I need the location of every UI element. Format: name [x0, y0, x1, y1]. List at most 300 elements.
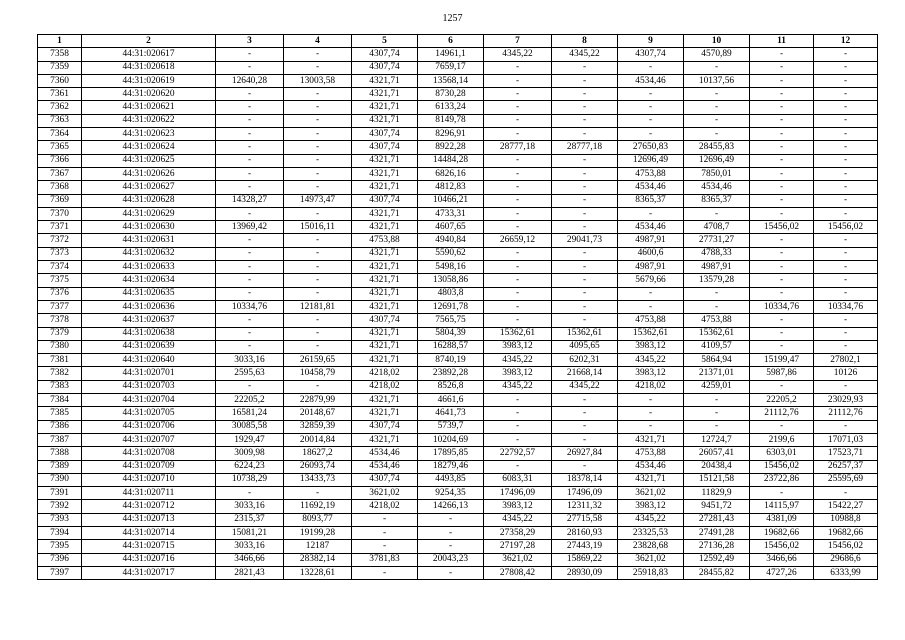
table-cell: 4307,74: [352, 141, 418, 154]
table-cell: -: [216, 274, 284, 287]
table-cell: 4345,22: [618, 354, 684, 367]
table-cell: 5498,16: [418, 261, 484, 274]
table-cell: 44:31:020627: [82, 181, 216, 194]
table-cell: -: [216, 380, 284, 393]
table-cell: 29041,73: [552, 234, 618, 247]
table-cell: 4661,6: [418, 394, 484, 407]
table-cell: -: [352, 513, 418, 526]
table-cell: -: [216, 61, 284, 74]
table-cell: 4534,46: [684, 181, 750, 194]
table-cell: -: [216, 247, 284, 260]
table-cell: 7369: [38, 194, 82, 207]
table-cell: 44:31:020628: [82, 194, 216, 207]
table-cell: -: [618, 88, 684, 101]
table-cell: -: [216, 314, 284, 327]
table-cell: 4321,71: [352, 154, 418, 167]
table-cell: 21668,14: [552, 367, 618, 380]
table-cell: 4727,26: [750, 566, 814, 579]
table-cell: 4345,22: [484, 380, 552, 393]
table-cell: 26057,41: [684, 447, 750, 460]
table-cell: 18378,14: [552, 473, 618, 486]
table-cell: -: [552, 261, 618, 274]
table-cell: 21112,76: [814, 407, 878, 420]
table-cell: 44:31:020630: [82, 221, 216, 234]
table-cell: 44:31:020625: [82, 154, 216, 167]
table-cell: -: [352, 566, 418, 579]
table-cell: -: [552, 154, 618, 167]
table-cell: 3983,12: [484, 367, 552, 380]
table-cell: 4987,91: [618, 261, 684, 274]
table-row: [38, 167, 878, 180]
table-cell: -: [284, 487, 352, 500]
table-cell: 10988,8: [814, 513, 878, 526]
table-cell: -: [552, 460, 618, 473]
table-cell: 44:31:020622: [82, 114, 216, 127]
table-cell: -: [750, 261, 814, 274]
table-cell: 4345,22: [552, 48, 618, 61]
table-cell: -: [814, 234, 878, 247]
table-cell: -: [552, 300, 618, 313]
table-row: [38, 526, 878, 539]
table-cell: -: [484, 61, 552, 74]
table-cell: 3033,16: [216, 540, 284, 553]
table-cell: 13228,61: [284, 566, 352, 579]
table-cell: 4753,88: [618, 447, 684, 460]
table-cell: 44:31:020703: [82, 380, 216, 393]
table-cell: 44:31:020701: [82, 367, 216, 380]
table-cell: 10334,76: [814, 300, 878, 313]
table-cell: 7565,75: [418, 314, 484, 327]
table-cell: -: [814, 327, 878, 340]
table-cell: 4534,46: [618, 74, 684, 87]
table-cell: 4381,09: [750, 513, 814, 526]
table-cell: 12696,49: [684, 154, 750, 167]
table-cell: -: [216, 327, 284, 340]
table-row: [38, 207, 878, 220]
table-cell: -: [216, 88, 284, 101]
column-header: 1: [38, 35, 82, 48]
table-cell: 10738,29: [216, 473, 284, 486]
table-cell: 44:31:020711: [82, 487, 216, 500]
table-cell: 4812,83: [418, 181, 484, 194]
table-cell: -: [216, 114, 284, 127]
table-cell: 4940,84: [418, 234, 484, 247]
table-cell: 4307,74: [352, 128, 418, 141]
table-cell: 27715,58: [552, 513, 618, 526]
table-cell: 7386: [38, 420, 82, 433]
table-cell: -: [216, 101, 284, 114]
table-cell: -: [284, 261, 352, 274]
table-cell: -: [484, 287, 552, 300]
data-table: [37, 34, 878, 580]
table-cell: 6224,23: [216, 460, 284, 473]
table-cell: -: [618, 287, 684, 300]
table-cell: -: [484, 394, 552, 407]
table-cell: 4345,22: [618, 513, 684, 526]
column-header: 8: [552, 35, 618, 48]
table-cell: -: [618, 394, 684, 407]
table-cell: 27281,43: [684, 513, 750, 526]
table-cell: 4321,71: [352, 101, 418, 114]
table-cell: 26659,12: [484, 234, 552, 247]
table-cell: 3621,02: [618, 487, 684, 500]
table-cell: -: [814, 207, 878, 220]
table-row: [38, 433, 878, 446]
table-cell: 44:31:020713: [82, 513, 216, 526]
table-cell: 44:31:020634: [82, 274, 216, 287]
table-cell: 8740,19: [418, 354, 484, 367]
table-row: [38, 327, 878, 340]
table-cell: -: [552, 181, 618, 194]
table-cell: 7373: [38, 247, 82, 260]
table-cell: 15456,02: [750, 221, 814, 234]
table-cell: -: [484, 261, 552, 274]
table-cell: -: [750, 74, 814, 87]
table-cell: 27136,28: [684, 540, 750, 553]
table-cell: 7396: [38, 553, 82, 566]
table-cell: 28777,18: [552, 141, 618, 154]
table-cell: 7394: [38, 526, 82, 539]
table-cell: -: [216, 48, 284, 61]
table-cell: 4345,22: [484, 354, 552, 367]
table-cell: 17496,09: [552, 487, 618, 500]
table-cell: 4600,6: [618, 247, 684, 260]
table-cell: 44:31:020624: [82, 141, 216, 154]
table-cell: 7397: [38, 566, 82, 579]
table-cell: 7362: [38, 101, 82, 114]
table-cell: 4321,71: [352, 221, 418, 234]
table-cell: -: [814, 274, 878, 287]
table-cell: -: [814, 154, 878, 167]
table-cell: -: [284, 314, 352, 327]
table-cell: 15362,61: [618, 327, 684, 340]
table-cell: 2199,6: [750, 433, 814, 446]
table-cell: 6133,24: [418, 101, 484, 114]
table-cell: 28777,18: [484, 141, 552, 154]
table-cell: 3983,12: [618, 500, 684, 513]
table-cell: 32859,39: [284, 420, 352, 433]
table-cell: 22879,99: [284, 394, 352, 407]
table-cell: 4570,89: [684, 48, 750, 61]
table-cell: -: [814, 101, 878, 114]
table-cell: 44:31:020639: [82, 340, 216, 353]
table-cell: -: [418, 513, 484, 526]
table-cell: 4534,46: [352, 447, 418, 460]
table-cell: 15456,02: [750, 540, 814, 553]
table-cell: -: [284, 274, 352, 287]
table-row: [38, 221, 878, 234]
table-cell: -: [750, 141, 814, 154]
column-header: 2: [82, 35, 216, 48]
table-cell: -: [484, 114, 552, 127]
table-cell: 44:31:020617: [82, 48, 216, 61]
table-cell: 11829,9: [684, 487, 750, 500]
table-cell: 15362,61: [552, 327, 618, 340]
table-cell: 4259,01: [684, 380, 750, 393]
table-row: [38, 274, 878, 287]
table-cell: 7388: [38, 447, 82, 460]
table-cell: -: [216, 167, 284, 180]
table-cell: 3621,02: [484, 553, 552, 566]
table-cell: -: [684, 287, 750, 300]
table-cell: 7365: [38, 141, 82, 154]
table-row: [38, 513, 878, 526]
table-cell: -: [216, 128, 284, 141]
table-cell: 7374: [38, 261, 82, 274]
table-cell: 4708,7: [684, 221, 750, 234]
table-cell: 29686,6: [814, 553, 878, 566]
table-cell: -: [484, 194, 552, 207]
table-cell: 7370: [38, 207, 82, 220]
table-cell: -: [618, 407, 684, 420]
table-row: [38, 460, 878, 473]
table-cell: 13969,42: [216, 221, 284, 234]
table-row: [38, 566, 878, 579]
table-cell: 4493,85: [418, 473, 484, 486]
table-cell: 15362,61: [484, 327, 552, 340]
table-cell: -: [684, 114, 750, 127]
column-header: 12: [814, 35, 878, 48]
table-cell: -: [814, 128, 878, 141]
table-cell: 2315,37: [216, 513, 284, 526]
table-cell: 7378: [38, 314, 82, 327]
table-cell: 3983,12: [484, 340, 552, 353]
table-cell: 4307,74: [352, 48, 418, 61]
table-cell: 8365,37: [684, 194, 750, 207]
table-cell: 4321,71: [352, 74, 418, 87]
table-cell: 44:31:020717: [82, 566, 216, 579]
table-cell: -: [750, 128, 814, 141]
table-cell: -: [216, 207, 284, 220]
table-cell: 7384: [38, 394, 82, 407]
table-cell: 4321,71: [352, 247, 418, 260]
table-cell: 12311,32: [552, 500, 618, 513]
table-cell: 3983,12: [618, 340, 684, 353]
table-row: [38, 340, 878, 353]
table-cell: 22792,57: [484, 447, 552, 460]
table-cell: 44:31:020704: [82, 394, 216, 407]
table-cell: -: [552, 247, 618, 260]
column-header: 11: [750, 35, 814, 48]
table-cell: -: [418, 526, 484, 539]
table-cell: 44:31:020712: [82, 500, 216, 513]
table-cell: 20148,67: [284, 407, 352, 420]
table-row: [38, 354, 878, 367]
table-cell: -: [814, 380, 878, 393]
table-cell: -: [814, 340, 878, 353]
table-cell: -: [814, 287, 878, 300]
table-cell: 3033,16: [216, 500, 284, 513]
table-cell: 4803,8: [418, 287, 484, 300]
table-cell: -: [484, 74, 552, 87]
table-cell: -: [484, 207, 552, 220]
table-cell: -: [750, 327, 814, 340]
table-cell: -: [618, 300, 684, 313]
table-cell: -: [552, 194, 618, 207]
table-row: [38, 540, 878, 553]
table-cell: -: [484, 420, 552, 433]
table-cell: 17071,03: [814, 433, 878, 446]
table-cell: 27197,28: [484, 540, 552, 553]
table-cell: 44:31:020620: [82, 88, 216, 101]
table-cell: 21371,01: [684, 367, 750, 380]
table-row: [38, 287, 878, 300]
table-cell: -: [814, 48, 878, 61]
table-header-row: [38, 35, 878, 48]
table-cell: 5987,86: [750, 367, 814, 380]
table-cell: -: [484, 300, 552, 313]
table-cell: 7385: [38, 407, 82, 420]
table-cell: 12181,81: [284, 300, 352, 313]
table-cell: 7361: [38, 88, 82, 101]
table-cell: -: [284, 247, 352, 260]
table-cell: 23892,28: [418, 367, 484, 380]
table-cell: -: [618, 207, 684, 220]
table-cell: 4753,88: [618, 167, 684, 180]
table-cell: 7382: [38, 367, 82, 380]
table-cell: -: [284, 327, 352, 340]
table-cell: -: [352, 540, 418, 553]
table-cell: 3621,02: [352, 487, 418, 500]
table-cell: -: [484, 314, 552, 327]
table-row: [38, 48, 878, 61]
table-cell: 4321,71: [352, 207, 418, 220]
table-cell: -: [552, 128, 618, 141]
table-cell: 11692,19: [284, 500, 352, 513]
table-cell: 28455,82: [684, 566, 750, 579]
table-cell: -: [750, 114, 814, 127]
table-cell: 10334,76: [750, 300, 814, 313]
table-row: [38, 114, 878, 127]
table-cell: 30085,58: [216, 420, 284, 433]
table-cell: -: [284, 88, 352, 101]
table-cell: -: [552, 88, 618, 101]
table-row: [38, 61, 878, 74]
table-cell: -: [552, 407, 618, 420]
table-cell: 9451,72: [684, 500, 750, 513]
table-cell: 44:31:020635: [82, 287, 216, 300]
table-cell: -: [284, 207, 352, 220]
table-cell: -: [814, 61, 878, 74]
table-row: [38, 394, 878, 407]
table-cell: 44:31:020716: [82, 553, 216, 566]
table-cell: 7363: [38, 114, 82, 127]
table-row: [38, 181, 878, 194]
column-header: 6: [418, 35, 484, 48]
table-cell: 7391: [38, 487, 82, 500]
table-cell: 21112,76: [750, 407, 814, 420]
table-cell: 44:31:020631: [82, 234, 216, 247]
table-cell: 27731,27: [684, 234, 750, 247]
table-cell: 4641,73: [418, 407, 484, 420]
table-cell: 8093,77: [284, 513, 352, 526]
column-header: 7: [484, 35, 552, 48]
table-cell: 7380: [38, 340, 82, 353]
table-cell: 3466,66: [216, 553, 284, 566]
table-cell: -: [684, 300, 750, 313]
table-cell: 7390: [38, 473, 82, 486]
table-cell: -: [750, 207, 814, 220]
table-cell: 13568,14: [418, 74, 484, 87]
table-row: [38, 300, 878, 313]
table-cell: -: [216, 234, 284, 247]
table-cell: -: [216, 181, 284, 194]
table-cell: 6333,99: [814, 566, 878, 579]
column-header: 9: [618, 35, 684, 48]
table-cell: 7364: [38, 128, 82, 141]
table-cell: 14973,47: [284, 194, 352, 207]
table-cell: -: [684, 128, 750, 141]
table-cell: -: [618, 420, 684, 433]
table-cell: -: [284, 61, 352, 74]
table-cell: 2595,63: [216, 367, 284, 380]
table-cell: 26093,74: [284, 460, 352, 473]
table-cell: -: [750, 167, 814, 180]
table-cell: -: [684, 407, 750, 420]
table-cell: -: [814, 141, 878, 154]
table-cell: -: [814, 247, 878, 260]
table-cell: -: [618, 114, 684, 127]
column-header: 5: [352, 35, 418, 48]
table-cell: 44:31:020715: [82, 540, 216, 553]
table-cell: 6303,01: [750, 447, 814, 460]
table-cell: 4321,71: [352, 274, 418, 287]
table-cell: 13003,58: [284, 74, 352, 87]
table-cell: 7372: [38, 234, 82, 247]
table-cell: 27491,28: [684, 526, 750, 539]
table-row: [38, 154, 878, 167]
table-cell: -: [216, 154, 284, 167]
table-cell: -: [750, 314, 814, 327]
table-cell: -: [552, 221, 618, 234]
table-cell: -: [552, 207, 618, 220]
table-cell: 44:31:020637: [82, 314, 216, 327]
page-number: 1257: [442, 13, 463, 24]
table-cell: 12691,78: [418, 300, 484, 313]
table-cell: 27802,1: [814, 354, 878, 367]
table-cell: 7389: [38, 460, 82, 473]
table-cell: 19682,66: [750, 526, 814, 539]
table-cell: 15081,21: [216, 526, 284, 539]
table-cell: 25918,83: [618, 566, 684, 579]
table-cell: 4321,71: [352, 167, 418, 180]
table-cell: 23029,93: [814, 394, 878, 407]
table-cell: 6202,31: [552, 354, 618, 367]
table-cell: 15199,47: [750, 354, 814, 367]
table-cell: 27358,29: [484, 526, 552, 539]
table-cell: 4607,65: [418, 221, 484, 234]
table-cell: -: [216, 141, 284, 154]
table-cell: -: [484, 167, 552, 180]
table-cell: -: [750, 154, 814, 167]
table-cell: 44:31:020708: [82, 447, 216, 460]
table-cell: -: [552, 101, 618, 114]
table-row: [38, 447, 878, 460]
table-cell: -: [618, 101, 684, 114]
table-cell: 4307,74: [352, 473, 418, 486]
table-cell: 44:31:020632: [82, 247, 216, 260]
table-cell: 5864,94: [684, 354, 750, 367]
table-cell: -: [750, 194, 814, 207]
table-cell: 4534,46: [618, 181, 684, 194]
table-row: [38, 88, 878, 101]
table-cell: 7366: [38, 154, 82, 167]
table-cell: -: [284, 128, 352, 141]
table-cell: 4733,31: [418, 207, 484, 220]
table-cell: 2821,43: [216, 566, 284, 579]
table-cell: 15456,02: [750, 460, 814, 473]
table-cell: 6826,16: [418, 167, 484, 180]
